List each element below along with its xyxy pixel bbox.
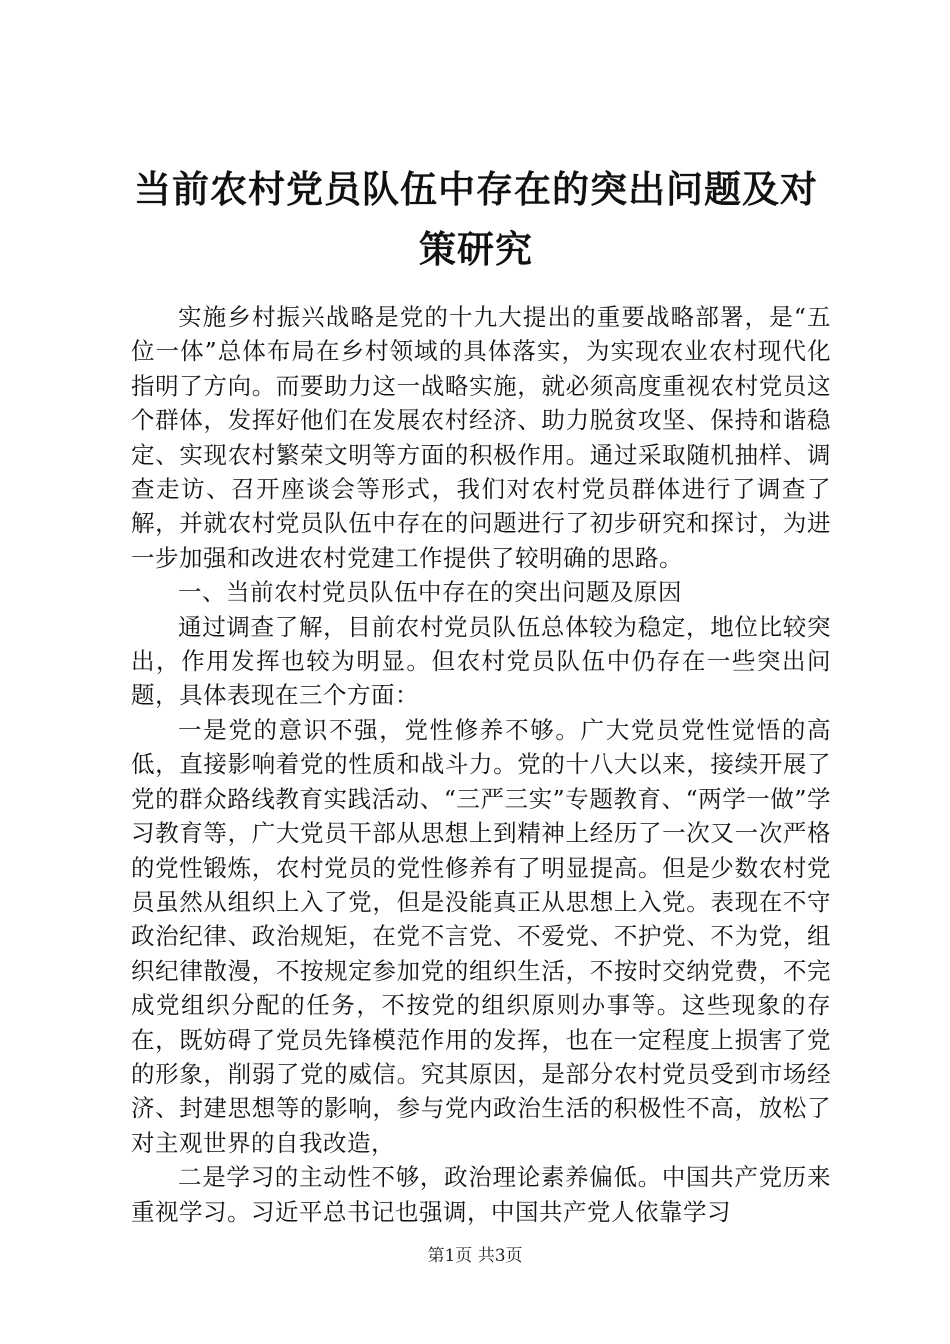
document-body (131, 300, 831, 1229)
section-heading: 一、当前农村党员队伍中存在的突出问题及原因 (178, 578, 682, 607)
paragraph-issue-one: 一是党的意识不强，党性修养不够。广大党员党性觉悟的高低，直接影响着党的性质和战斗力。党的十八大以来，接续开展了党的群众路线教育实践活动、“三严三实”专题教育、“两学一做”学习教育等，广大党员干部从思想上到精神上经历了一次又一次严格的党性锻炼，农村党员的党性修养有了明显提高。但是少数农村党员虽然从组织上入了党，但是没能真正从思想上入党。表现在不守政治纪律、政治规矩，在党不言党、不爱党、不护党、不为党，组织纪律散漫，不按规定参加党的组织生活，不按时交纳党费，不完成党组织分配的任务，不按党的组织原则办事等。这些现象的存在，既妨碍了党员先锋模范作用的发挥，也在一定程度上损害了党的形象，削弱了党的威信。究其原因，是部分农村党员受到市场经济、封建思想等的影响，参与党内政治生活的积极性不高，放松了对主观世界的自我改造， (131, 715, 831, 1157)
page-number-footer: 第1页 共3页 (427, 1246, 523, 1266)
paragraph-intro: 实施乡村振兴战略是党的十九大提出的重要战略部署，是“五位一体”总体布局在乡村领域的具体落实，为实现农业农村现代化指明了方向。而要助力这一战略实施，就必须高度重视农村党员这个群体，发挥好他们在发展农村经济、助力脱贫攻坚、保持和谐稳定、实现农村繁荣文明等方面的积极作用。通过采取随机抽样、调查走访、召开座谈会等形式，我们对农村党员群体进行了调查了解，并就农村党员队伍中存在的问题进行了初步研究和探讨，为进一步加强和改进农村党建工作提供了较明确的思路。 (131, 303, 831, 572)
document-title: 当前农村党员队伍中存在的突出问题及对策研究 (134, 168, 818, 271)
paragraph-issue-two: 二是学习的主动性不够，政治理论素养偏低。中国共产党历来重视学习。习近平总书记也强调，中国共产党人依靠学习 (131, 1163, 831, 1226)
paragraph-overview: 通过调查了解，目前农村党员队伍总体较为稳定，地位比较突出，作用发挥也较为明显。但农村党员队伍中仍存在一些突出问题，具体表现在三个方面： (131, 612, 831, 710)
